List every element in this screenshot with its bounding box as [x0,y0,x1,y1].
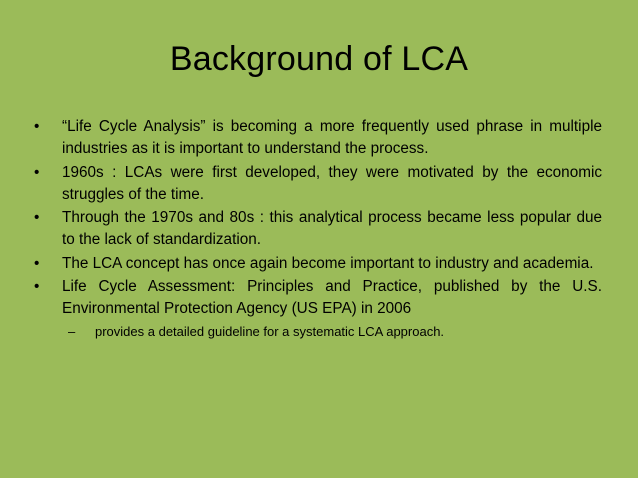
bullet-icon: • [34,278,40,295]
bullet-icon: • [34,163,40,181]
bullet-item [34,116,602,160]
dash-icon: – [68,324,76,339]
bullet-text: Life Cycle Assessment: Principles and Practice, published by the U.S. Environmental Protection Agency (US EPA) in 2006 [62,278,602,317]
bullet-text: 1960s : LCAs were first developed, they were motivated by the economic struggles of the time. [62,163,602,203]
slide-title: Background of LCA [169,40,469,78]
sub-bullet-text: provides a detailed guideline for a systematic LCA approach. [95,324,445,339]
bullet-item [34,276,602,342]
slide-body [34,116,602,344]
bullet-item [34,253,602,275]
bullet-item [34,207,602,251]
bullet-icon: • [34,118,40,135]
bullet-icon: • [34,254,40,272]
bullet-text: Through the 1970s and 80s : this analytical process became less popular due to the lack of standardization. [62,209,602,248]
bullet-text: The LCA concept has once again become important to industry and academia. [62,254,594,272]
sub-bullet-list [62,322,602,342]
bullet-list [34,116,602,342]
bullet-item [34,162,602,206]
bullet-icon: • [34,209,40,226]
sub-bullet-item [62,322,602,342]
bullet-text: “Life Cycle Analysis” is becoming a more frequently used phrase in multiple industries as it is important to understand the process. [62,118,602,157]
